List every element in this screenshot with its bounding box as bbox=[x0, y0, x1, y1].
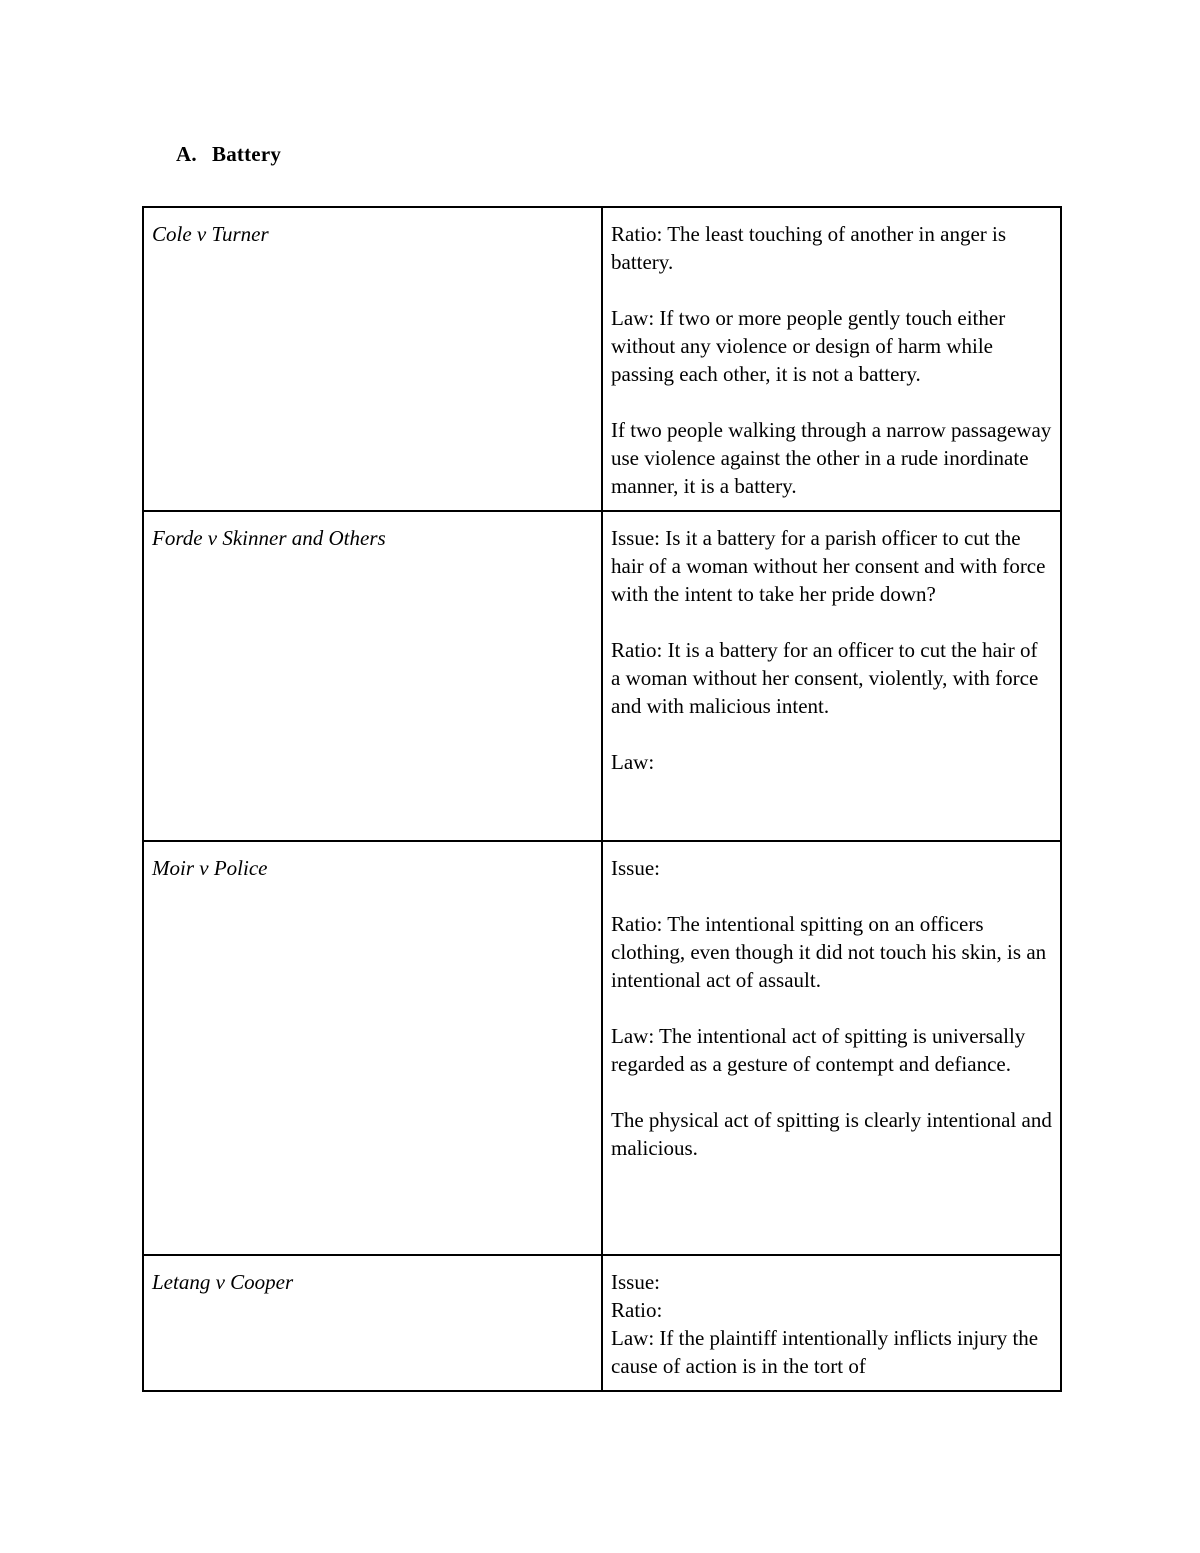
case-note-paragraph: If two people walking through a narrow passageway use violence against the other in a rude inordinate manner, it is a battery. bbox=[611, 418, 1052, 498]
case-table bbox=[142, 206, 1062, 1392]
case-name: Cole v Turner bbox=[152, 222, 269, 246]
case-name-cell bbox=[143, 1255, 602, 1391]
table-row bbox=[143, 207, 1061, 511]
case-note-paragraph: Law: The intentional act of spitting is universally regarded as a gesture of contempt and defiance. bbox=[611, 1024, 1026, 1076]
case-note-paragraph: Law: If two or more people gently touch either without any violence or design of harm while passing each other, it is not a battery. bbox=[611, 306, 1006, 386]
section-heading bbox=[176, 142, 281, 167]
case-note-paragraph: Issue: bbox=[611, 1270, 660, 1294]
case-name-cell bbox=[143, 207, 602, 511]
case-note-paragraph: Ratio: The intentional spitting on an officers clothing, even though it did not touch his skin, is an intentional act of assault. bbox=[611, 912, 1047, 992]
case-note-paragraph: Issue: bbox=[611, 856, 660, 880]
section-marker: A. bbox=[176, 142, 197, 166]
case-notes-cell bbox=[602, 207, 1061, 511]
case-note-paragraph: Ratio: bbox=[611, 1298, 663, 1322]
table-row bbox=[143, 841, 1061, 1255]
case-name: Letang v Cooper bbox=[152, 1270, 294, 1294]
case-name: Moir v Police bbox=[152, 856, 268, 880]
case-note-paragraph: Law: If the plaintiff intentionally inflicts injury the cause of action is in the tort of bbox=[611, 1326, 1039, 1378]
case-notes-cell bbox=[602, 511, 1061, 841]
case-notes-cell bbox=[602, 841, 1061, 1255]
case-name-cell bbox=[143, 841, 602, 1255]
case-note-paragraph: The physical act of spitting is clearly intentional and malicious. bbox=[611, 1108, 1052, 1160]
table-row bbox=[143, 511, 1061, 841]
case-note-paragraph: Law: bbox=[611, 750, 655, 774]
case-name-cell bbox=[143, 511, 602, 841]
table-row bbox=[143, 1255, 1061, 1391]
case-name: Forde v Skinner and Others bbox=[152, 526, 386, 550]
case-note-paragraph: Issue: Is it a battery for a parish officer to cut the hair of a woman without her consent and with force with the intent to take her pride down? bbox=[611, 526, 1046, 606]
case-notes-cell bbox=[602, 1255, 1061, 1391]
section-title: Battery bbox=[212, 142, 282, 166]
case-note-paragraph: Ratio: It is a battery for an officer to cut the hair of a woman without her consent, violently, with force and with malicious intent. bbox=[611, 638, 1039, 718]
case-note-paragraph: Ratio: The least touching of another in anger is battery. bbox=[611, 222, 1007, 274]
